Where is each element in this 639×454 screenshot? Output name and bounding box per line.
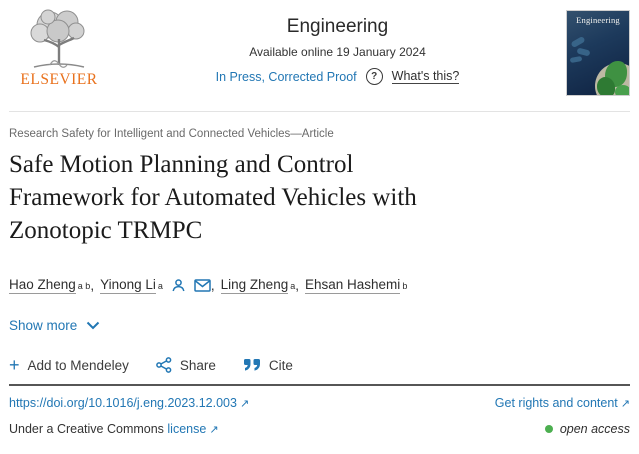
show-more-button[interactable] — [9, 318, 100, 333]
author-separator: , — [90, 278, 95, 293]
title-line: Framework for Automated Vehicles with — [9, 184, 417, 211]
article-title — [9, 148, 630, 247]
author-affiliation-sup: a — [290, 280, 296, 291]
header-divider — [9, 111, 630, 112]
external-link-icon: ↗ — [239, 397, 250, 410]
cover-decor — [597, 77, 615, 96]
author-link[interactable]: Ehsan Hashemi — [305, 277, 401, 292]
journal-header — [9, 0, 630, 103]
open-access-label: open access — [559, 422, 630, 436]
add-to-mendeley-label: Add to Mendeley — [27, 357, 129, 373]
elsevier-tree-icon — [20, 7, 98, 73]
status-row — [216, 68, 460, 85]
whats-this-link[interactable]: What's this? — [391, 69, 460, 83]
author-list — [9, 277, 630, 294]
open-access-dot-icon — [545, 425, 553, 433]
license-prefix: Under a Creative Commons — [9, 422, 164, 436]
author-separator: , — [210, 278, 215, 293]
toolbar-divider — [9, 384, 630, 386]
author-affiliation-sup: a — [157, 280, 163, 291]
cite-quote-icon — [243, 359, 261, 372]
cover-journal-name: Engineering — [576, 15, 620, 25]
journal-info — [109, 7, 566, 86]
journal-title-link[interactable]: Engineering — [286, 16, 389, 37]
author-link[interactable]: Hao Zheng — [9, 277, 76, 292]
license-link[interactable]: license ↗ — [167, 422, 219, 436]
license-text — [9, 422, 219, 436]
add-to-mendeley-button[interactable] — [9, 356, 129, 374]
author-affiliation-sup: b — [402, 280, 408, 291]
elsevier-wordmark: ELSEVIER — [20, 71, 98, 88]
plus-icon: + — [9, 355, 20, 375]
cover-decor — [570, 56, 583, 63]
cover-decor — [576, 47, 590, 56]
chevron-down-icon — [86, 321, 100, 330]
cover-decor — [615, 85, 630, 96]
title-line: Safe Motion Planning and Control — [9, 151, 354, 178]
license-row — [9, 422, 630, 436]
available-online-date: Available online 19 January 2024 — [249, 45, 426, 59]
external-link-icon: ↗ — [620, 397, 630, 410]
corresponding-author-icon[interactable] — [171, 278, 186, 293]
author-affiliation-sup: a b — [77, 280, 91, 291]
elsevier-logo[interactable] — [9, 7, 109, 89]
doi-link[interactable]: https://doi.org/10.1016/j.eng.2023.12.003 ↗ — [9, 396, 250, 410]
journal-cover-thumbnail[interactable] — [566, 10, 630, 96]
article-category: Research Safety for Intelligent and Connected Vehicles—Article — [9, 128, 334, 140]
author-separator: , — [295, 278, 299, 293]
article-toolbar — [9, 356, 630, 374]
in-press-link[interactable]: In Press, Corrected Proof — [215, 69, 357, 84]
external-link-icon: ↗ — [209, 423, 219, 436]
cite-label: Cite — [268, 357, 293, 373]
cover-decor — [570, 36, 585, 48]
share-button[interactable] — [156, 357, 216, 373]
share-icon — [156, 357, 172, 373]
author-link[interactable]: Ling Zheng — [220, 277, 289, 292]
doi-rights-row — [9, 396, 630, 410]
share-label: Share — [179, 357, 216, 373]
author-link[interactable]: Yinong Li — [100, 277, 156, 292]
cite-button[interactable] — [243, 358, 293, 373]
email-author-icon[interactable] — [194, 279, 211, 292]
question-circle-icon[interactable]: ? — [366, 68, 383, 85]
title-line: Zonotopic TRMPC — [9, 217, 203, 244]
open-access-badge — [545, 422, 630, 436]
get-rights-link[interactable]: Get rights and content ↗ — [494, 396, 630, 410]
show-more-label: Show more — [9, 318, 78, 333]
